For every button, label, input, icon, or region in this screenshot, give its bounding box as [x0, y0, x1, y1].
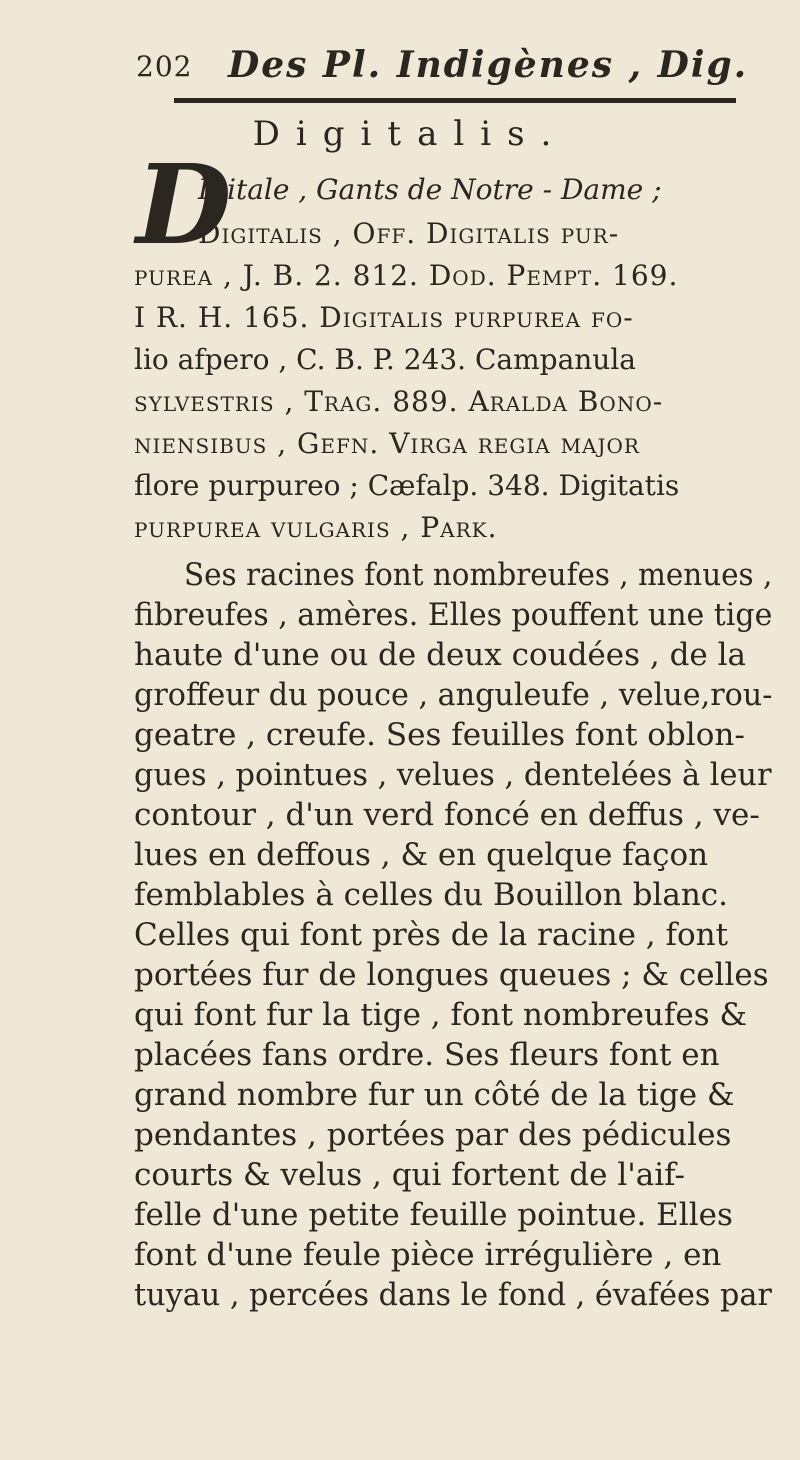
text-line: femblables à celles du Bouillon blanc.	[134, 877, 729, 913]
text-line: groffeur du pouce , anguleufe , velue,rou-	[134, 677, 773, 713]
synonym-line: lio afpero , C. B. P. 243. Campanula	[134, 343, 636, 376]
text-line: contour , d'un verd foncé en deffus , ve-	[134, 797, 760, 833]
text-line: felle d'une petite feuille pointue. Elles	[134, 1197, 733, 1233]
text-line: geatre , creufe. Ses feuilles font oblon-	[134, 717, 745, 753]
synonym-line: sylvestris , Trag. 889. Aralda Bono-	[134, 385, 664, 418]
text-line: placées fans ordre. Ses fleurs font en	[134, 1037, 720, 1073]
text-line: haute d'une ou de deux coudées , de la	[134, 637, 747, 673]
text-line: courts & velus , qui fortent de l'aif-	[134, 1157, 686, 1193]
text-line: fibreufes , amères. Elles pouffent une tige	[134, 597, 773, 633]
synonym-line: flore purpureo ; Cæfalp. 348. Digitatis	[134, 469, 680, 502]
text-line: Celles qui font près de la racine , font	[134, 917, 729, 953]
synonym-line: Digitalis , Off. Digitalis pur-	[198, 217, 620, 250]
text-line: Ses racines font nombreufes , menues ,	[184, 557, 773, 593]
header-rule	[174, 98, 736, 103]
text-line: pendantes , portées par des pédicules	[134, 1117, 732, 1153]
text-line: grand nombre fur un côté de la tige &	[134, 1077, 735, 1113]
text-line: qui font fur la tige , font nombreufes &	[134, 997, 748, 1033]
page-number: 202	[136, 50, 193, 83]
synonym-line: Igitale , Gants de Notre - Dame ;	[198, 173, 662, 206]
running-title: Des Pl. Indigènes , Dig.	[228, 44, 749, 86]
text-line: font d'une feule pièce irrégulière , en	[134, 1237, 722, 1273]
synonym-line: purpurea vulgaris , Park.	[134, 511, 498, 544]
text-line: portées fur de longues queues ; & celles	[134, 957, 769, 993]
drop-cap: D	[136, 140, 232, 269]
synonym-line: purea , J. B. 2. 812. Dod. Pempt. 169.	[134, 259, 679, 292]
text-line: lues en deffous , & en quelque façon	[134, 837, 709, 873]
synonym-line: niensibus , Gefn. Virga regia major	[134, 427, 640, 460]
section-title: Digitalis.	[252, 114, 568, 154]
text-line: gues , pointues , velues , dentelées à leur	[134, 757, 772, 793]
text-line: tuyau , percées dans le fond , évafées par	[134, 1277, 772, 1313]
synonym-line: I R. H. 165. Digitalis purpurea fo-	[134, 301, 634, 334]
